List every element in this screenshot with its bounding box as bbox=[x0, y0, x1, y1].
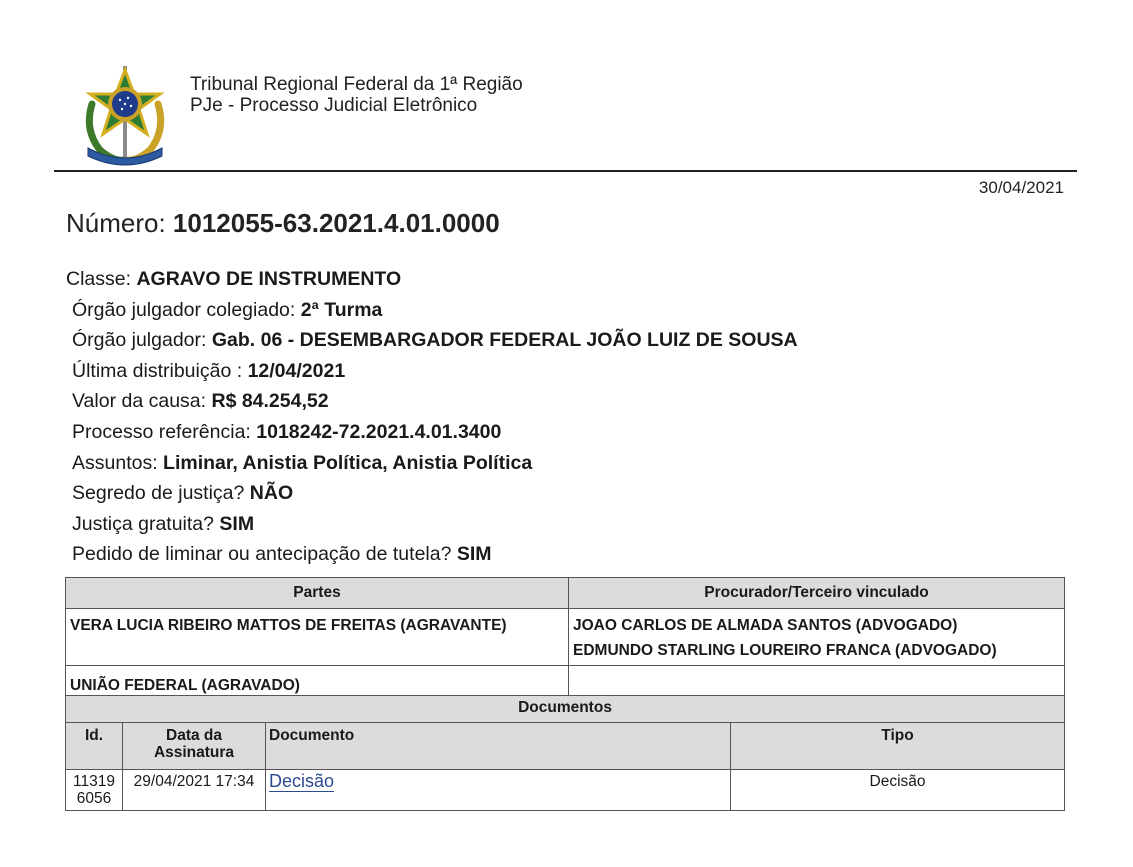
process-number bbox=[66, 208, 500, 239]
field-value: SIM bbox=[219, 512, 255, 535]
field-value: Liminar, Anistia Política, Anistia Política bbox=[163, 451, 533, 474]
field-classe bbox=[66, 265, 798, 296]
table-header-row bbox=[66, 578, 1065, 609]
table-row bbox=[66, 770, 1065, 811]
documents-title: Documentos bbox=[66, 696, 1065, 723]
column-header-id: Id. bbox=[66, 723, 123, 770]
field-value: R$ 84.254,52 bbox=[211, 390, 329, 413]
field-justica-gratuita bbox=[66, 510, 798, 541]
field-label: Classe: bbox=[66, 268, 137, 290]
table-row bbox=[66, 609, 1065, 666]
field-segredo-justica bbox=[66, 479, 798, 510]
field-value: AGRAVO DE INSTRUMENTO bbox=[136, 268, 402, 290]
field-ultima-distribuicao bbox=[66, 357, 798, 388]
column-header-documento: Documento bbox=[266, 723, 731, 770]
lawyers-cell bbox=[569, 666, 1065, 699]
column-header-procurador: Procurador/Terceiro vinculado bbox=[569, 578, 1065, 609]
process-number-value: 1012055-63.2021.4.01.0000 bbox=[172, 208, 500, 238]
court-name bbox=[190, 74, 523, 116]
document-link[interactable]: Decisão bbox=[269, 771, 335, 791]
field-label: Processo referência: bbox=[72, 420, 257, 443]
field-valor-causa bbox=[66, 387, 798, 418]
field-orgao-colegiado bbox=[66, 296, 798, 327]
field-pedido-liminar bbox=[66, 540, 798, 571]
document-date: 30/04/2021 bbox=[978, 178, 1064, 197]
field-label: Assuntos: bbox=[72, 451, 164, 474]
process-fields bbox=[66, 265, 798, 571]
court-title: Tribunal Regional Federal da 1ª Região bbox=[190, 74, 523, 95]
party-name: UNIÃO FEDERAL (AGRAVADO) bbox=[66, 666, 569, 699]
table-header-row bbox=[66, 723, 1065, 770]
field-label: Órgão julgador colegiado: bbox=[72, 298, 301, 321]
field-value: NÃO bbox=[249, 482, 294, 505]
documents-table bbox=[65, 695, 1065, 811]
table-title-row bbox=[66, 696, 1065, 723]
column-header-data-assinatura: Data da Assinatura bbox=[123, 723, 266, 770]
field-processo-referencia bbox=[66, 418, 798, 449]
lawyer-name: EDMUNDO STARLING LOUREIRO FRANCA (ADVOGADO) bbox=[573, 642, 997, 659]
field-value: 2ª Turma bbox=[300, 298, 383, 321]
header-divider bbox=[54, 170, 1077, 172]
field-assuntos bbox=[66, 449, 798, 480]
field-value: 12/04/2021 bbox=[247, 359, 346, 382]
field-orgao-julgador bbox=[66, 326, 798, 357]
field-value: 1018242-72.2021.4.01.3400 bbox=[256, 420, 502, 443]
field-label: Órgão julgador: bbox=[72, 329, 212, 352]
field-label: Valor da causa: bbox=[72, 390, 212, 413]
field-label: Pedido de liminar ou antecipação de tutela? bbox=[72, 543, 457, 566]
parties-table bbox=[65, 577, 1065, 699]
field-value: SIM bbox=[456, 543, 492, 566]
process-number-label: Número: bbox=[66, 208, 173, 238]
party-name: VERA LUCIA RIBEIRO MATTOS DE FREITAS (AGRAVANTE) bbox=[66, 609, 569, 666]
lawyers-cell bbox=[569, 609, 1065, 666]
document-cell bbox=[266, 770, 731, 811]
document-type: Decisão bbox=[731, 770, 1065, 811]
table-row bbox=[66, 666, 1065, 699]
column-header-partes: Partes bbox=[66, 578, 569, 609]
brazil-coat-of-arms-icon bbox=[78, 64, 172, 166]
column-header-tipo: Tipo bbox=[731, 723, 1065, 770]
lawyer-name: JOAO CARLOS DE ALMADA SANTOS (ADVOGADO) bbox=[573, 617, 958, 634]
document-signature-date: 29/04/2021 17:34 bbox=[123, 770, 266, 811]
field-label: Última distribuição : bbox=[72, 359, 248, 382]
document-id: 113196056 bbox=[66, 770, 123, 811]
system-title: PJe - Processo Judicial Eletrônico bbox=[190, 95, 478, 116]
field-label: Segredo de justiça? bbox=[72, 482, 250, 505]
field-value: Gab. 06 - DESEMBARGADOR FEDERAL JOÃO LUIZ DE SOUSA bbox=[211, 329, 798, 352]
field-label: Justiça gratuita? bbox=[72, 512, 220, 535]
